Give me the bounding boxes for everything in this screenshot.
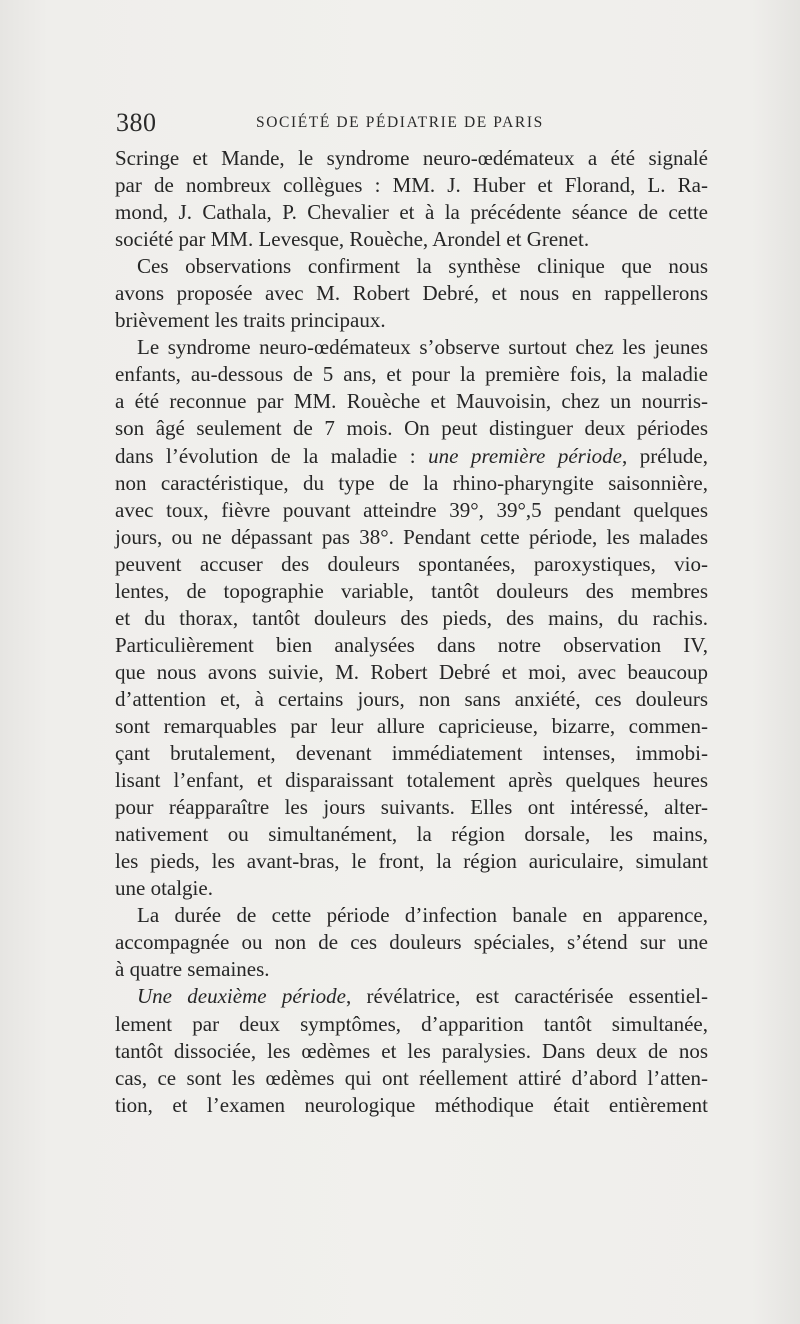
text-line: tion, et l’examen neurologique méthodique était entièrement <box>115 1092 708 1117</box>
text-line: avec toux, fièvre pouvant atteindre 39°, 39°,5 pendant quelques <box>115 497 708 522</box>
italic-phrase: Une deuxième période <box>137 984 347 1009</box>
text-line: son âgé seulement de 7 mois. On peut distinguer deux périodes <box>115 416 708 441</box>
page-header <box>116 104 706 144</box>
text-line: cas, ce sont les œdèmes qui ont réellement attiré d’abord l’atten- <box>115 1065 708 1090</box>
text-line: Ces observations confirment la synthèse clinique que nous <box>137 254 708 279</box>
text-line: et du thorax, tantôt douleurs des pieds, des mains, du rachis. <box>115 605 708 630</box>
text-line: accompagnée ou non de ces douleurs spéciales, s’étend sur une <box>115 930 708 955</box>
text-line: non caractéristique, du type de la rhino-pharyngite saisonnière, <box>115 470 708 495</box>
text-line: Scringe et Mande, le syndrome neuro-œdémateux a été signalé <box>115 146 708 170</box>
text-line: sont remarquables par leur allure capricieuse, bizarre, commen- <box>115 713 708 738</box>
text-line: peuvent accuser des douleurs spontanées, paroxystiques, vio- <box>115 551 708 576</box>
page-number: 380 <box>116 108 157 137</box>
text-segment: dans l’évolution de la maladie : <box>115 443 429 468</box>
text-line: lement par deux symptômes, d’apparition tantôt simultanée, <box>115 1011 708 1036</box>
text-line: Le syndrome neuro-œdémateux s’observe surtout chez les jeunes <box>137 335 708 360</box>
running-head: SOCIÉTÉ DE PÉDIATRIE DE PARIS <box>256 114 544 131</box>
text-line: lentes, de topographie variable, tantôt douleurs des membres <box>115 578 708 603</box>
text-line: que nous avons suivie, M. Robert Debré et moi, avec beaucoup <box>115 659 708 684</box>
text-line: çant brutalement, devenant immédiatement intenses, immobi- <box>115 741 708 766</box>
text-line: d’attention et, à certains jours, non sans anxiété, ces douleurs <box>115 686 708 711</box>
text-line: une otalgie. <box>115 876 213 901</box>
text-line: nativement ou simultanément, la région dorsale, les mains, <box>115 822 708 847</box>
text-line: Particulièrement bien analysées dans notre observation IV, <box>115 632 708 657</box>
text-line <box>115 443 708 470</box>
text-line: avons proposée avec M. Robert Debré, et nous en rappellerons <box>115 281 708 306</box>
text-line: enfants, au-dessous de 5 ans, et pour la première fois, la maladie <box>115 362 708 387</box>
text-line: La durée de cette période d’infection banale en apparence, <box>137 903 708 928</box>
text-line: pour réapparaître les jours suivants. Elles ont intéressé, alter- <box>115 795 708 820</box>
text-segment: , révélatrice, est caractérisée essentiel- <box>346 984 708 1009</box>
text-line: société par MM. Levesque, Rouèche, Arondel et Grenet. <box>115 227 590 252</box>
text-line: à quatre semaines. <box>115 957 270 982</box>
text-line: brièvement les traits principaux. <box>115 308 386 333</box>
text-line: jours, ou ne dépassant pas 38°. Pendant cette période, les malades <box>115 524 708 549</box>
text-line: mond, J. Cathala, P. Chevalier et à la précédente séance de cette <box>115 200 708 225</box>
text-segment: , prélude, <box>621 443 708 468</box>
text-line: a été reconnue par MM. Rouèche et Mauvoisin, chez un nourris- <box>115 389 708 414</box>
text-line: tantôt dissociée, les œdèmes et les paralysies. Dans deux de nos <box>115 1038 708 1063</box>
body-text <box>115 145 708 1119</box>
text-line: lisant l’enfant, et disparaissant totalement après quelques heures <box>115 768 708 793</box>
text-line: par de nombreux collègues : MM. J. Huber et Florand, L. Ra- <box>115 173 708 198</box>
italic-phrase: une première période <box>428 443 622 468</box>
text-line <box>115 983 708 1010</box>
text-line: les pieds, les avant-bras, le front, la région auriculaire, simulant <box>115 849 708 874</box>
